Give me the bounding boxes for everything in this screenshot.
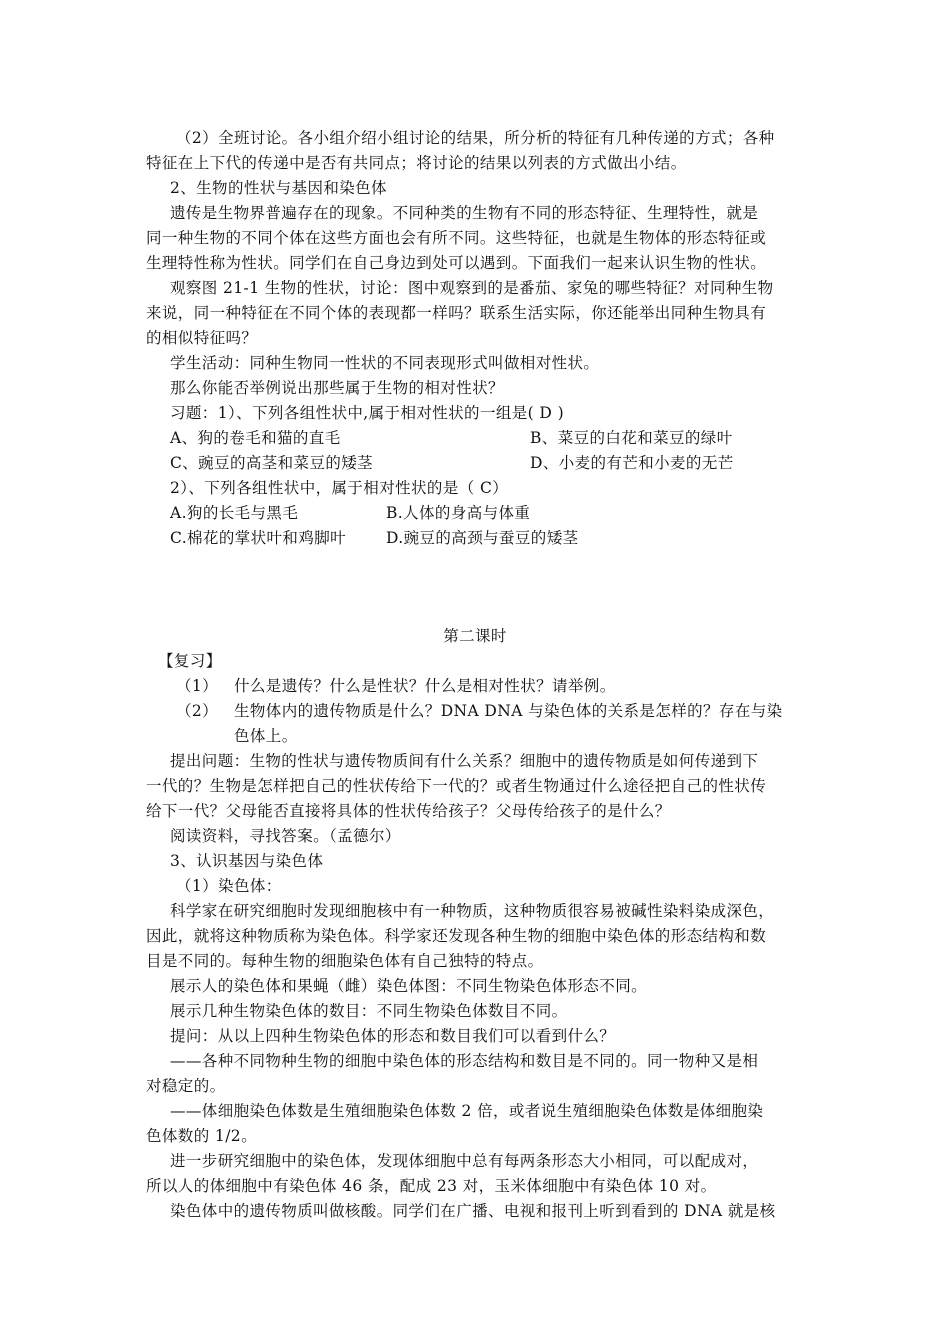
show-line-1: 展示人的染色体和果蝇（雌）染色体图：不同生物染色体形态不同。 <box>170 977 648 995</box>
exercise-1-stem: 习题：1）、下列各组性状中,属于相对性状的一组是( D ) <box>170 404 565 422</box>
heading-3: 3、认识基因与染色体 <box>170 852 324 870</box>
exercise-2-row-2 <box>170 526 830 550</box>
activity-question: 那么你能否举例说出那些属于生物的相对性状？ <box>170 379 504 397</box>
exercise-1-row-2 <box>170 451 830 475</box>
review-heading: 【复习】 <box>158 652 222 670</box>
further-line-1: 进一步研究细胞中的染色体，发现体细胞中总有每两条形态大小相同，可以配成对， <box>170 1152 759 1170</box>
observe-line-2: 来说，同一种特征在不同个体的表现都一样吗？联系生活实际，你还能举出同种生物具有 <box>146 304 767 322</box>
further-line-2: 所以人的体细胞中有染色体 46 条，配成 23 对，玉米体细胞中有染色体 10 对。 <box>146 1177 717 1195</box>
answer-2-line-1: ——体细胞染色体数是生殖细胞染色体数 2 倍，或者说生殖细胞染色体数是体细胞染 <box>170 1102 764 1120</box>
exercise-1-option-d: D、小麦的有芒和小麦的无芒 <box>530 454 734 472</box>
discussion-line-2: 特征在上下代的传递中是否有共同点；将讨论的结果以列表的方式做出小结。 <box>146 154 687 172</box>
exercise-1-option-a: A、狗的卷毛和猫的直毛 <box>170 429 341 447</box>
chromosome-line-1: 科学家在研究细胞时发现细胞核中有一种物质，这种物质很容易被碱性染料染成深色， <box>170 902 775 920</box>
dna-line: 染色体中的遗传物质叫做核酸。同学们在广播、电视和报刊上听到看到的 DNA 就是核 <box>170 1202 776 1220</box>
exercise-2-option-b: B.人体的身高与体重 <box>386 504 531 522</box>
problem-line-1: 提出问题：生物的性状与遗传物质间有什么关系？细胞中的遗传物质是如何传递到下 <box>170 752 759 770</box>
reading-line: 阅读资料，寻找答案。（孟德尔） <box>170 827 401 845</box>
exercise-1-option-b: B、菜豆的白花和菜豆的绿叶 <box>530 429 733 447</box>
heading-2: 2、生物的性状与基因和染色体 <box>170 179 387 197</box>
heredity-line-3: 生理特性称为性状。同学们在自己身边到处可以遇到。下面我们一起来认识生物的性状。 <box>146 254 767 272</box>
show-line-2: 展示几种生物染色体的数目：不同生物染色体数目不同。 <box>170 1002 568 1020</box>
review-question-2-continued: 色体上。 <box>234 727 298 745</box>
exercise-2-option-a: A.狗的长毛与黑毛 <box>170 504 299 522</box>
observe-line-1: 观察图 21-1 生物的性状，讨论：图中观察到的是番茄、家兔的哪些特征？对同种生物 <box>170 279 774 297</box>
exercise-2-stem: 2）、下列各组性状中，属于相对性状的是（ C） <box>170 479 509 497</box>
review-question-1-number: （1） <box>176 677 219 695</box>
review-question-2 <box>176 699 836 723</box>
chromosome-line-2: 因此，就将这种物质称为染色体。科学家还发现各种生物的细胞中染色体的形态结构和数 <box>146 927 767 945</box>
exercise-2-option-c: C.棉花的掌状叶和鸡脚叶 <box>170 529 347 547</box>
review-question-2-number: （2） <box>176 702 219 720</box>
exercise-2-option-d: D.豌豆的高颈与蚕豆的矮茎 <box>386 529 579 547</box>
observe-line-3: 的相似特征吗？ <box>146 329 258 347</box>
subheading-chromosome: （1）染色体： <box>176 877 282 895</box>
review-question-1-text: 什么是遗传？什么是性状？什么是相对性状？请举例。 <box>234 677 616 695</box>
lesson-title: 第二课时 <box>443 627 507 645</box>
review-question-2-text: 生物体内的遗传物质是什么？DNA DNA 与染色体的关系是怎样的？存在与染 <box>234 702 783 720</box>
heredity-line-1: 遗传是生物界普遍存在的现象。不同种类的生物有不同的形态特征、生理特性，就是 <box>170 204 759 222</box>
chromosome-line-3: 目是不同的。每种生物的细胞染色体有自己独特的特点。 <box>146 952 544 970</box>
ask-line: 提问：从以上四种生物染色体的形态和数目我们可以看到什么？ <box>170 1027 616 1045</box>
answer-1-line-2: 对稳定的。 <box>146 1077 226 1095</box>
review-question-1 <box>176 674 836 698</box>
exercise-1-row-1 <box>170 426 830 450</box>
problem-line-2: 一代的？生物是怎样把自己的性状传给下一代的？或者生物通过什么途径把自己的性状传 <box>146 777 767 795</box>
heredity-line-2: 同一种生物的不同个体在这些方面也会有所不同。这些特征，也就是生物体的形态特征或 <box>146 229 767 247</box>
exercise-1-option-c: C、豌豆的高茎和菜豆的矮茎 <box>170 454 374 472</box>
discussion-line-1: （2）全班讨论。各小组介绍小组讨论的结果，所分析的特征有几种传递的方式；各种 <box>176 129 775 147</box>
student-activity: 学生活动：同种生物同一性状的不同表现形式叫做相对性状。 <box>170 354 600 372</box>
exercise-2-row-1 <box>170 501 830 525</box>
problem-line-3: 给下一代？父母能否直接将具体的性状传给孩子？父母传给孩子的是什么？ <box>146 802 671 820</box>
answer-1-line-1: ——各种不同物种生物的细胞中染色体的形态结构和数目是不同的。同一物种又是相 <box>170 1052 759 1070</box>
answer-2-line-2: 色体数的 1/2。 <box>146 1127 257 1145</box>
